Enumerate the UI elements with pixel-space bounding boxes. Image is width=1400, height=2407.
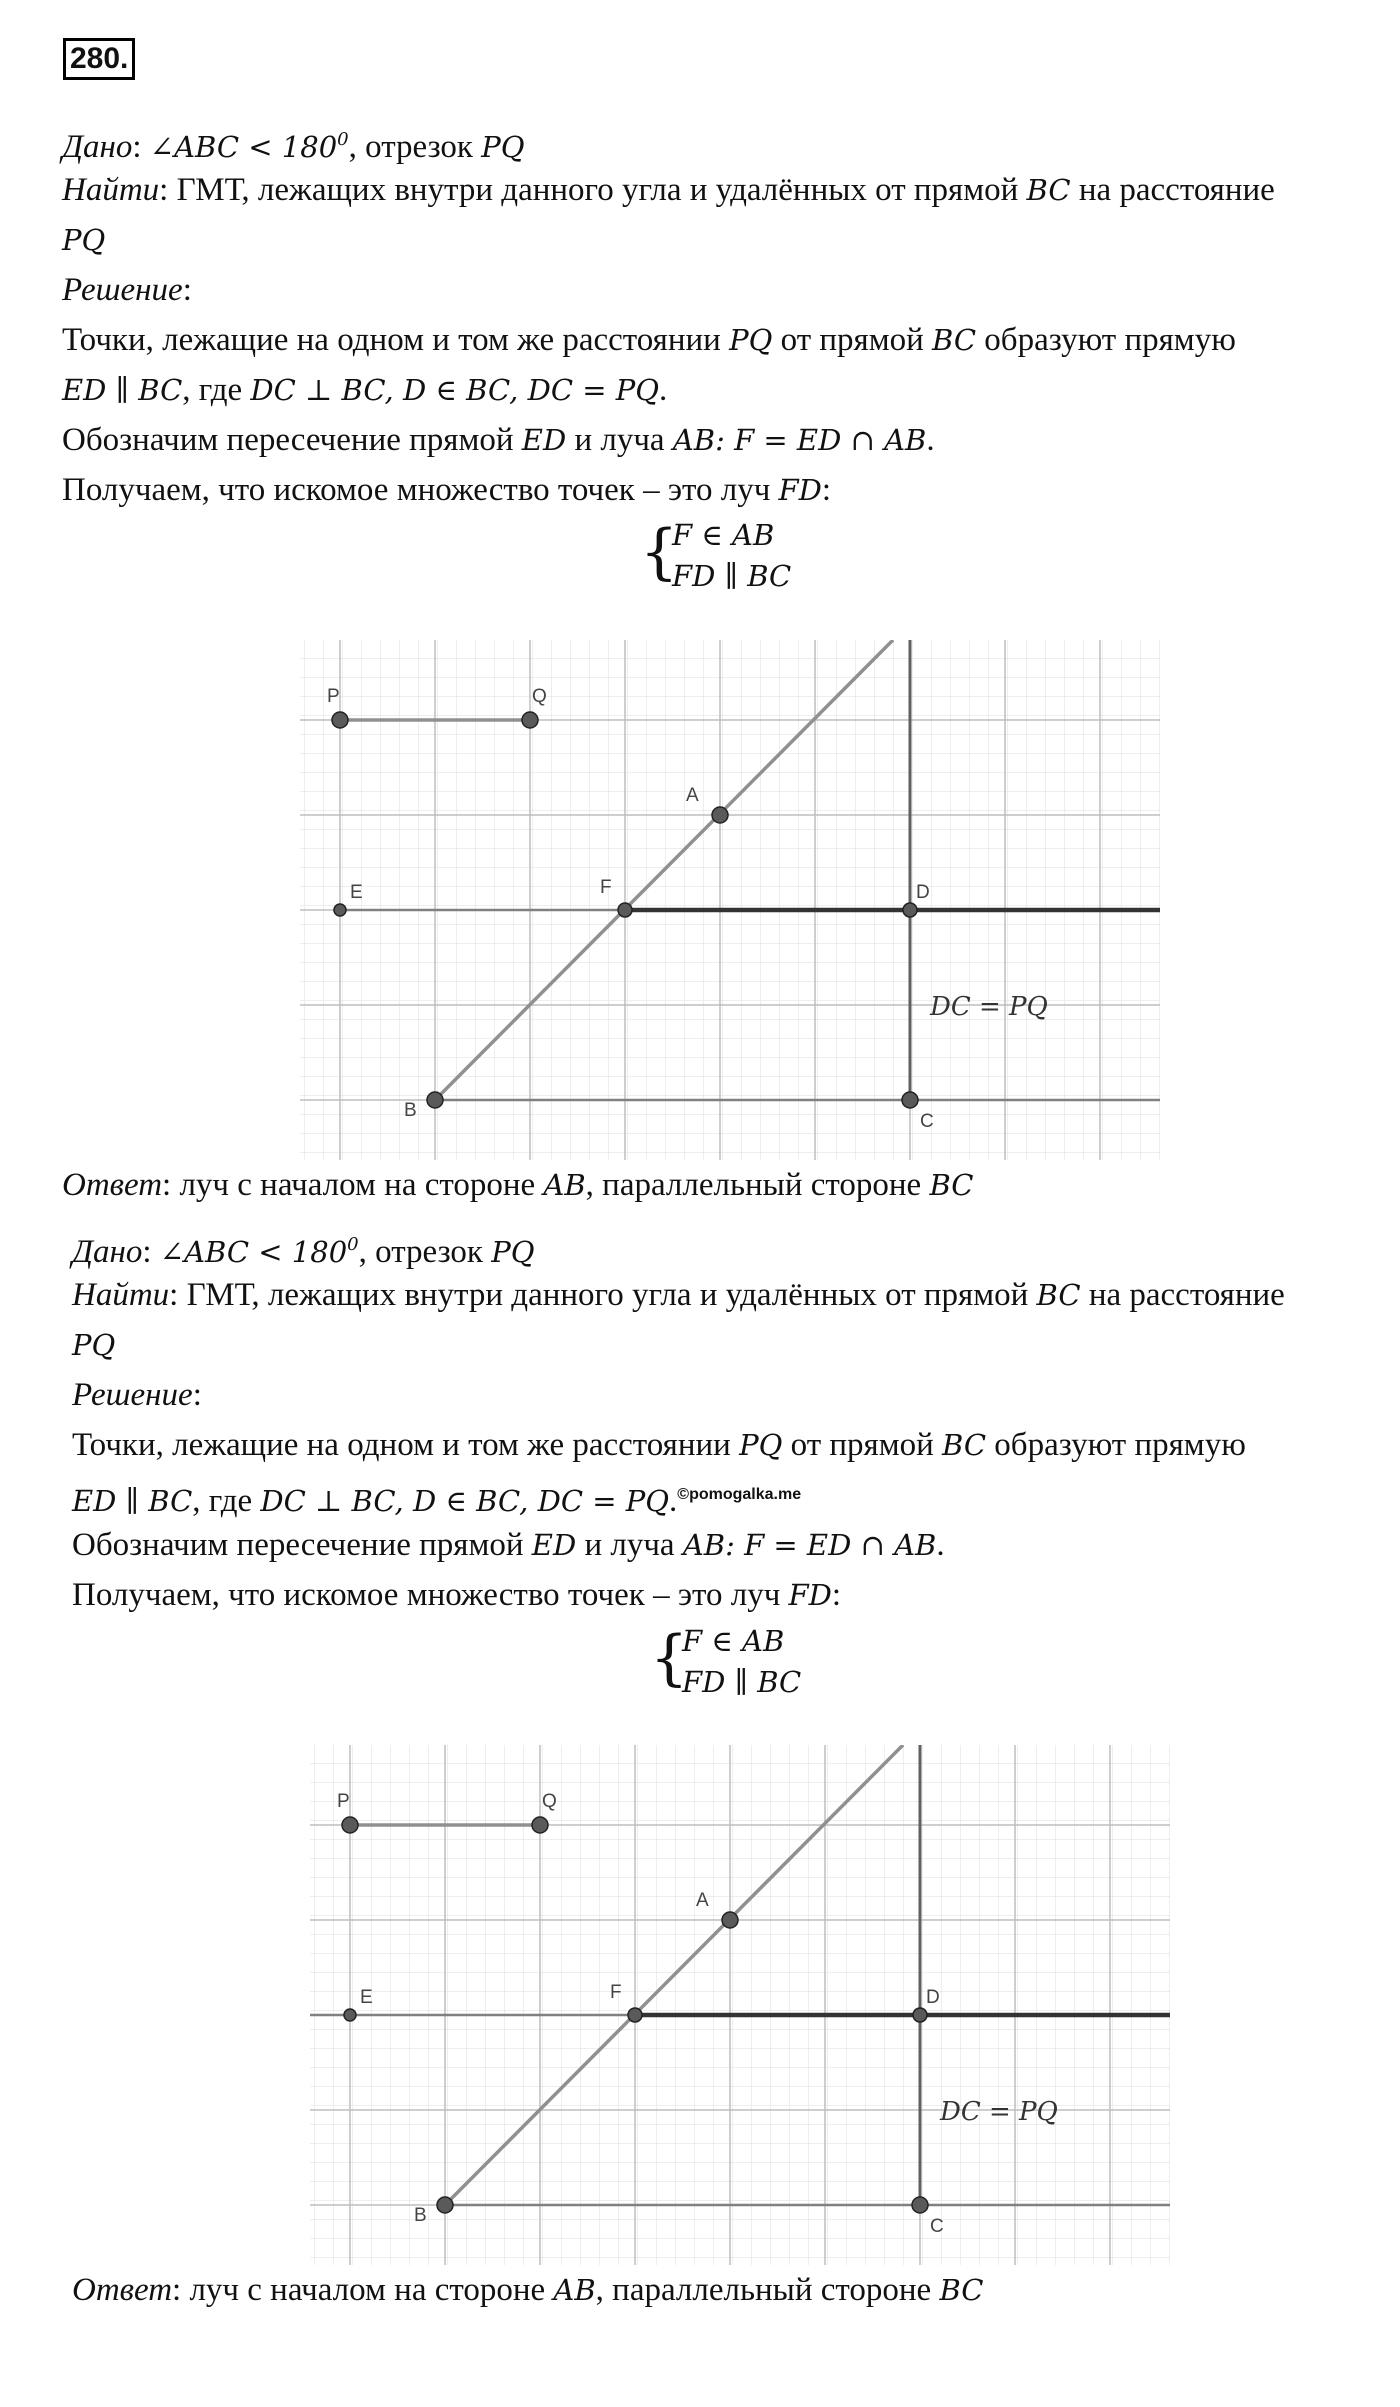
find-label: Найти (62, 172, 160, 208)
system-brace: { (650, 1623, 689, 1693)
given-segment: PQ (481, 130, 525, 164)
solution-label-line: Решение: (62, 272, 192, 308)
problem-number: 280. (63, 38, 135, 80)
find-tail: на расстояние (1080, 1277, 1285, 1313)
answer-bc: BC (929, 1168, 974, 1202)
geometry-figure-2 (300, 1745, 1170, 2265)
sol2-m2: DC ⊥ BC, D ∈ BC, DC = PQ (260, 1484, 670, 1518)
sol2-m2: DC ⊥ BC, D ∈ BC, DC = PQ (250, 373, 660, 407)
point-a (712, 807, 728, 823)
answer-ab: AB (543, 1168, 586, 1202)
answer-line (62, 1160, 974, 1210)
solution-line-3: Обозначим пересечение прямой ED и луча AB: F = ED ∩ AB. (72, 1527, 945, 1563)
find-text: : ГМТ, лежащих внутри данного угла и удалённых от прямой (169, 1277, 1037, 1313)
label-q: Q (532, 686, 547, 707)
point-p (342, 1817, 358, 1833)
answer-t2: , параллельный стороне (595, 2272, 940, 2308)
sol1-bc: BC (942, 1428, 987, 1462)
point-f (628, 2008, 642, 2022)
sol1-bc: BC (932, 323, 977, 357)
label-f: F (600, 877, 612, 898)
given-label: Дано (72, 1234, 143, 1270)
label-d: D (916, 882, 930, 903)
sol1-a: Точки, лежащие на одном и том же расстоянии (72, 1427, 740, 1463)
sol3-ed: ED (521, 423, 567, 457)
point-b (427, 1092, 443, 1108)
sol2-t: , где (182, 372, 251, 408)
sol1-pq: PQ (739, 1428, 783, 1462)
point-q (532, 1817, 548, 1833)
sol2-m1: ED ∥ BC (62, 373, 183, 407)
label-e: E (360, 1987, 373, 2008)
annotation-dc-pq: DC = PQ (930, 992, 1048, 1022)
given-label: Дано (62, 129, 133, 165)
label-e: E (350, 882, 363, 903)
point-p (332, 712, 348, 728)
point-d (913, 2008, 927, 2022)
label-d: D (926, 1987, 940, 2008)
grid-minor (300, 640, 1160, 1160)
answer-t1: : луч с началом на стороне (172, 2272, 554, 2308)
point-c (902, 1092, 918, 1108)
label-b: B (404, 1100, 417, 1121)
label-c: C (930, 2216, 944, 2237)
find-text: : ГМТ, лежащих внутри данного угла и удалённых от прямой (159, 172, 1027, 208)
solution-line-1 (62, 315, 1236, 365)
sol3-t: Обозначим пересечение прямой (62, 422, 522, 458)
given-segment: PQ (491, 1235, 535, 1269)
given-line: Дано: ∠ABC < $180^0$, отрезок PQ (62, 129, 525, 165)
find-line (62, 165, 1275, 215)
find-pq-math: PQ (72, 1328, 116, 1362)
degree-sup: 0 (337, 129, 349, 150)
solution-label: Решение (62, 272, 183, 308)
annotation-dc-pq: DC = PQ (940, 2097, 1058, 2127)
system-eq-1: F ∈ AB (672, 518, 775, 552)
label-f: F (610, 1982, 622, 2003)
given-rest: , отрезок (358, 1234, 492, 1270)
point-d (903, 903, 917, 917)
find-pq (72, 1320, 115, 1370)
label-p: P (337, 1791, 350, 1812)
find-tail: на расстояние (1070, 172, 1275, 208)
sol3-m: AB: F = ED ∩ AB (682, 1528, 937, 1562)
given-rest: , отрезок (348, 129, 482, 165)
geometry-figure-1 (290, 640, 1160, 1160)
answer-t2: , параллельный стороне (585, 1167, 930, 1203)
answer-bc: BC (939, 2273, 984, 2307)
sol1-c: образуют прямую (986, 1427, 1246, 1463)
sol1-c: образуют прямую (976, 322, 1236, 358)
point-e (334, 904, 346, 916)
label-a: A (686, 785, 699, 806)
system-eq-2: FD ∥ BC (682, 1665, 802, 1699)
label-p: P (327, 686, 340, 707)
solution-line-4: Получаем, что искомое множество точек – это луч FD: (62, 472, 832, 508)
solution-line-3: Обозначим пересечение прямой ED и луча AB: F = ED ∩ AB. (62, 422, 935, 458)
solution-line-4: Получаем, что искомое множество точек – это луч FD: (72, 1577, 842, 1613)
sol4-t: Получаем, что искомое множество точек – это луч (72, 1577, 789, 1613)
solution-line-2: ED ∥ BC, где DC ⊥ BC, D ∈ BC, DC = PQ. (62, 372, 668, 408)
sol2-t: , где (192, 1483, 261, 1519)
sol3-t: Обозначим пересечение прямой (72, 1527, 532, 1563)
point-q (522, 712, 538, 728)
solution-line-2: ED ∥ BC, где DC ⊥ BC, D ∈ BC, DC = PQ.$^{©pomogalka.me}$ (72, 1483, 802, 1519)
label-q: Q (542, 1791, 557, 1812)
solution-label: Решение (72, 1377, 193, 1413)
find-line (72, 1270, 1285, 1320)
degree-sup: 0 (347, 1234, 359, 1255)
answer-label: Ответ (72, 2272, 173, 2308)
solution-label-line: Решение: (72, 1377, 202, 1413)
sol4-fd: FD (788, 1578, 832, 1612)
solution-line-1 (72, 1420, 1246, 1470)
label-b: B (414, 2205, 427, 2226)
answer-t1: : луч с началом на стороне (162, 1167, 544, 1203)
given-angle: ∠ABC < 180 (159, 1235, 348, 1269)
find-pq-math: PQ (62, 223, 106, 257)
grid-minor (310, 1745, 1170, 2265)
label-a: A (696, 1890, 709, 1911)
find-bc: BC (1036, 1278, 1081, 1312)
sol1-pq: PQ (729, 323, 773, 357)
given-angle: ∠ABC < 180 (149, 130, 338, 164)
label-c: C (920, 1111, 934, 1132)
point-e (344, 2009, 356, 2021)
system-eq-2: FD ∥ BC (672, 559, 792, 593)
sol3-ed: ED (531, 1528, 577, 1562)
find-label: Найти (72, 1277, 170, 1313)
system-eq-1: F ∈ AB (682, 1624, 785, 1658)
sol3-m: AB: F = ED ∩ AB (672, 423, 927, 457)
find-bc: BC (1026, 173, 1071, 207)
answer-label: Ответ (62, 1167, 163, 1203)
given-line: Дано: ∠ABC < $180^0$, отрезок PQ (72, 1234, 535, 1270)
sol1-a: Точки, лежащие на одном и том же расстоянии (62, 322, 730, 358)
sol2-m1: ED ∥ BC (72, 1484, 193, 1518)
sol4-t: Получаем, что искомое множество точек – это луч (62, 472, 779, 508)
sol1-b: от прямой (772, 322, 932, 358)
find-pq (62, 215, 105, 265)
answer-line (72, 2265, 984, 2315)
point-a (722, 1912, 738, 1928)
sol4-fd: FD (778, 473, 822, 507)
system-brace: { (640, 517, 679, 587)
watermark: ©pomogalka.me (677, 1486, 802, 1503)
sol1-b: от прямой (782, 1427, 942, 1463)
sol3-t2: и луча (566, 422, 673, 458)
answer-ab: AB (553, 2273, 596, 2307)
point-f (618, 903, 632, 917)
point-b (437, 2197, 453, 2213)
point-c (912, 2197, 928, 2213)
sol3-t2: и луча (576, 1527, 683, 1563)
